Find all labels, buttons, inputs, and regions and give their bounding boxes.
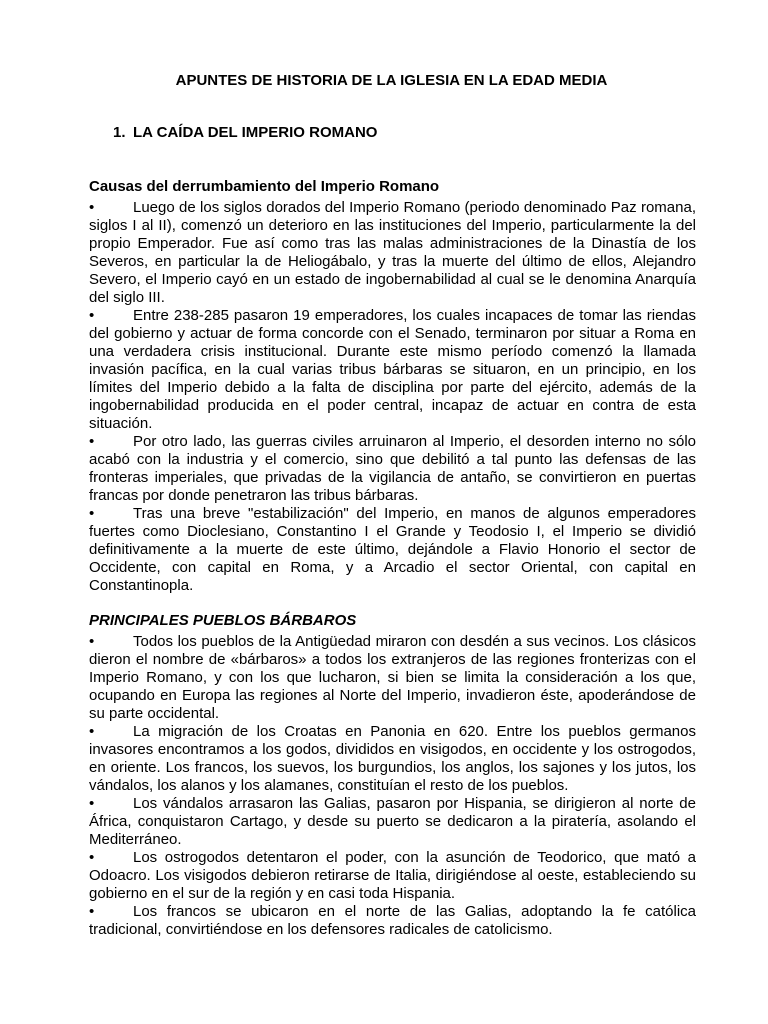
peoples-paragraph-4 (89, 849, 696, 903)
peoples-paragraph-2 (89, 723, 696, 795)
paragraph-text: La migración de los Croatas en Panonia en 620. Entre los pueblos germanos invasores encontramos a los godos, divididos en visigodos, en occidente y los ostrogodos, en oriente. Los francos, los suevos, los burgundios, los anglos, los sajones y los jutos, los vándalos, los alanos y los alamanes, constituían el resto de los pueblos. (89, 723, 696, 794)
paragraph-text: Todos los pueblos de la Antigüedad miraron con desdén a sus vecinos. Los clásicos dieron el nombre de «bárbaros» a todos los extranjeros de las regiones fronterizas con el Imperio Romano, y con los que lucharon, si bien se limita la consideración a los que, ocupando en Europa las regiones al Norte del Imperio, invadieron éste, apoderándose de su parte occidental. (89, 633, 696, 722)
document-title: APUNTES DE HISTORIA DE LA IGLESIA EN LA EDAD MEDIA (175, 72, 608, 89)
causes-paragraph-1 (89, 199, 696, 307)
bullet-marker: • (89, 199, 95, 216)
bullet-marker: • (89, 505, 95, 522)
causes-paragraph-4 (89, 505, 696, 595)
paragraph-text: Los francos se ubicaron en el norte de las Galias, adoptando la fe católica tradicional, convirtiéndose en los defensores radicales de catolicismo. (89, 903, 696, 938)
peoples-heading: PRINCIPALES PUEBLOS BÁRBAROS (89, 612, 357, 629)
bullet-marker: • (89, 903, 95, 920)
causes-heading: Causas del derrumbamiento del Imperio Romano (89, 178, 440, 195)
section-heading (113, 124, 377, 142)
peoples-paragraph-5 (89, 903, 696, 939)
section-number: 1. (113, 124, 126, 141)
causes-paragraph-3 (89, 433, 696, 505)
document-body (89, 178, 696, 939)
paragraph-text: Luego de los siglos dorados del Imperio Romano (periodo denominado Paz romana, siglos I al II), comenzó un deterioro en las instituciones del Imperio, particularmente la del propio Emperador. Fue así como tras las malas administraciones de la Dinastía de los Severos, en particular la de Heliogábalo, y tras la muerte del último de ellos, Alejandro Severo, el Imperio cayó en un estado de ingobernabilidad al cual se le denomina Anarquía del siglo III. (89, 199, 696, 306)
paragraph-text: Tras una breve "estabilización" del Imperio, en manos de algunos emperadores fuertes como Dioclesiano, Constantino I el Grande y Teodosio I, el Imperio se dividió definitivamente a la muerte de este último, dejándole a Flavio Honorio el sector de Occidente, con capital en Roma, y a Arcadio el sector Oriental, con capital en Constantinopla. (89, 505, 696, 594)
peoples-paragraph-3 (89, 795, 696, 849)
bullet-marker: • (89, 633, 95, 650)
paragraph-text: Los vándalos arrasaron las Galias, pasaron por Hispania, se dirigieron al norte de África, conquistaron Cartago, y desde su puerto se dedicaron a la piratería, asolando el Mediterráneo. (89, 795, 696, 848)
paragraph-text: Entre 238-285 pasaron 19 emperadores, los cuales incapaces de tomar las riendas del gobierno y actuar de forma concorde con el Senado, terminaron por situar a Roma en una verdadera crisis institucional. Durante este mismo período comenzó la llamada invasión pacífica, en la cual varias tribus bárbaras se situaron, en un principio, en los límites del Imperio debido a la falta de disciplina por parte del ejército, además de la ingobernabilidad producida en el poder central, incapaz de actuar en contra de esta situación. (89, 307, 696, 432)
paragraph-text: Los ostrogodos detentaron el poder, con la asunción de Teodorico, que mató a Odoacro. Los visigodos debieron retirarse de Italia, dirigiéndose al oeste, estableciendo su gobierno en el sur de la región y en casi toda Hispania. (89, 849, 696, 902)
bullet-marker: • (89, 433, 95, 450)
bullet-marker: • (89, 307, 95, 324)
section-title: LA CAÍDA DEL IMPERIO ROMANO (133, 124, 378, 141)
bullet-marker: • (89, 849, 95, 866)
bullet-marker: • (89, 795, 95, 812)
paragraph-text: Por otro lado, las guerras civiles arruinaron al Imperio, el desorden interno no sólo acabó con la industria y el comercio, sino que debilitó a tal punto las defensas de las fronteras imperiales, que privadas de la vigilancia de antaño, se convirtieron en puertas francas por donde penetraron las tribus bárbaras. (89, 433, 696, 504)
bullet-marker: • (89, 723, 95, 740)
causes-paragraph-2 (89, 307, 696, 433)
peoples-paragraph-1 (89, 633, 696, 723)
